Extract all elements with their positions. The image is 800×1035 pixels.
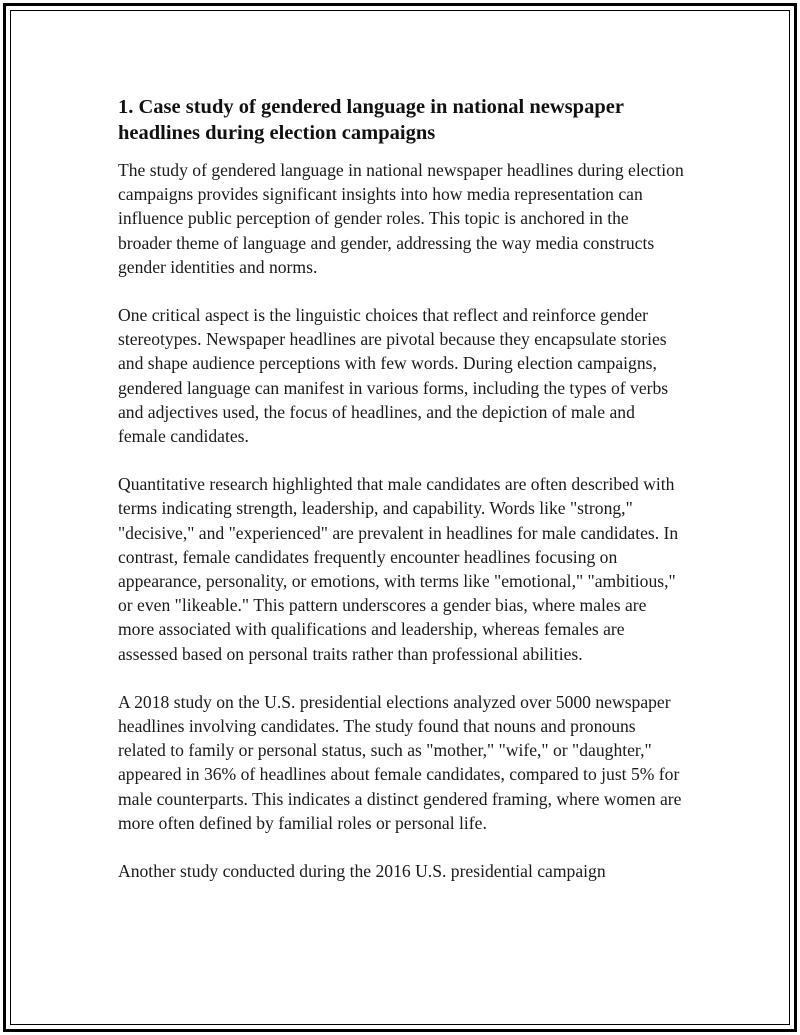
paragraph-4: A 2018 study on the U.S. presidential elections analyzed over 5000 newspaper headlines involving candidates. The study found that nouns and pronouns related to family or personal status, such as "mother," "wife," or "daughter," appeared in 36% of headlines about female candidates, compared to just 5% for male counterparts. This indicates a distinct gendered framing, where women are more often defined by familial roles or personal life. (118, 691, 682, 833)
paragraph-1: The study of gendered language in national newspaper headlines during election campaigns provides significant insights into how media representation can influence public perception of gender roles. This topic is anchored in the broader theme of language and gender, addressing the way media constructs gender identities and norms. (118, 160, 684, 277)
section-heading: 1. Case study of gendered language in national newspaper headlines during election campaigns (118, 96, 624, 144)
paragraph-2: One critical aspect is the linguistic choices that reflect and reinforce gender stereotypes. Newspaper headlines are pivotal because they encapsulate stories and shape audience perceptions with few words. During election campaigns, gendered language can manifest in various forms, including the types of verbs and adjectives used, the focus of headlines, and the depiction of male and female candidates. (118, 305, 669, 447)
paragraph-5: Another study conducted during the 2016 U.S. presidential campaign (118, 861, 606, 882)
document-body (118, 94, 684, 907)
paragraph-3: Quantitative research highlighted that male candidates are often described with terms indicating strength, leadership, and capability. Words like "strong," "decisive," and "experienced" are prevalent in headlines for male candidates. In contrast, female candidates frequently encounter headlines focusing on appearance, personality, or emotions, with terms like "emotional," "ambitious," or even "likeable." This pattern underscores a gender bias, where males are more associated with qualifications and leadership, whereas females are assessed based on personal traits rather than professional abilities. (118, 474, 679, 664)
